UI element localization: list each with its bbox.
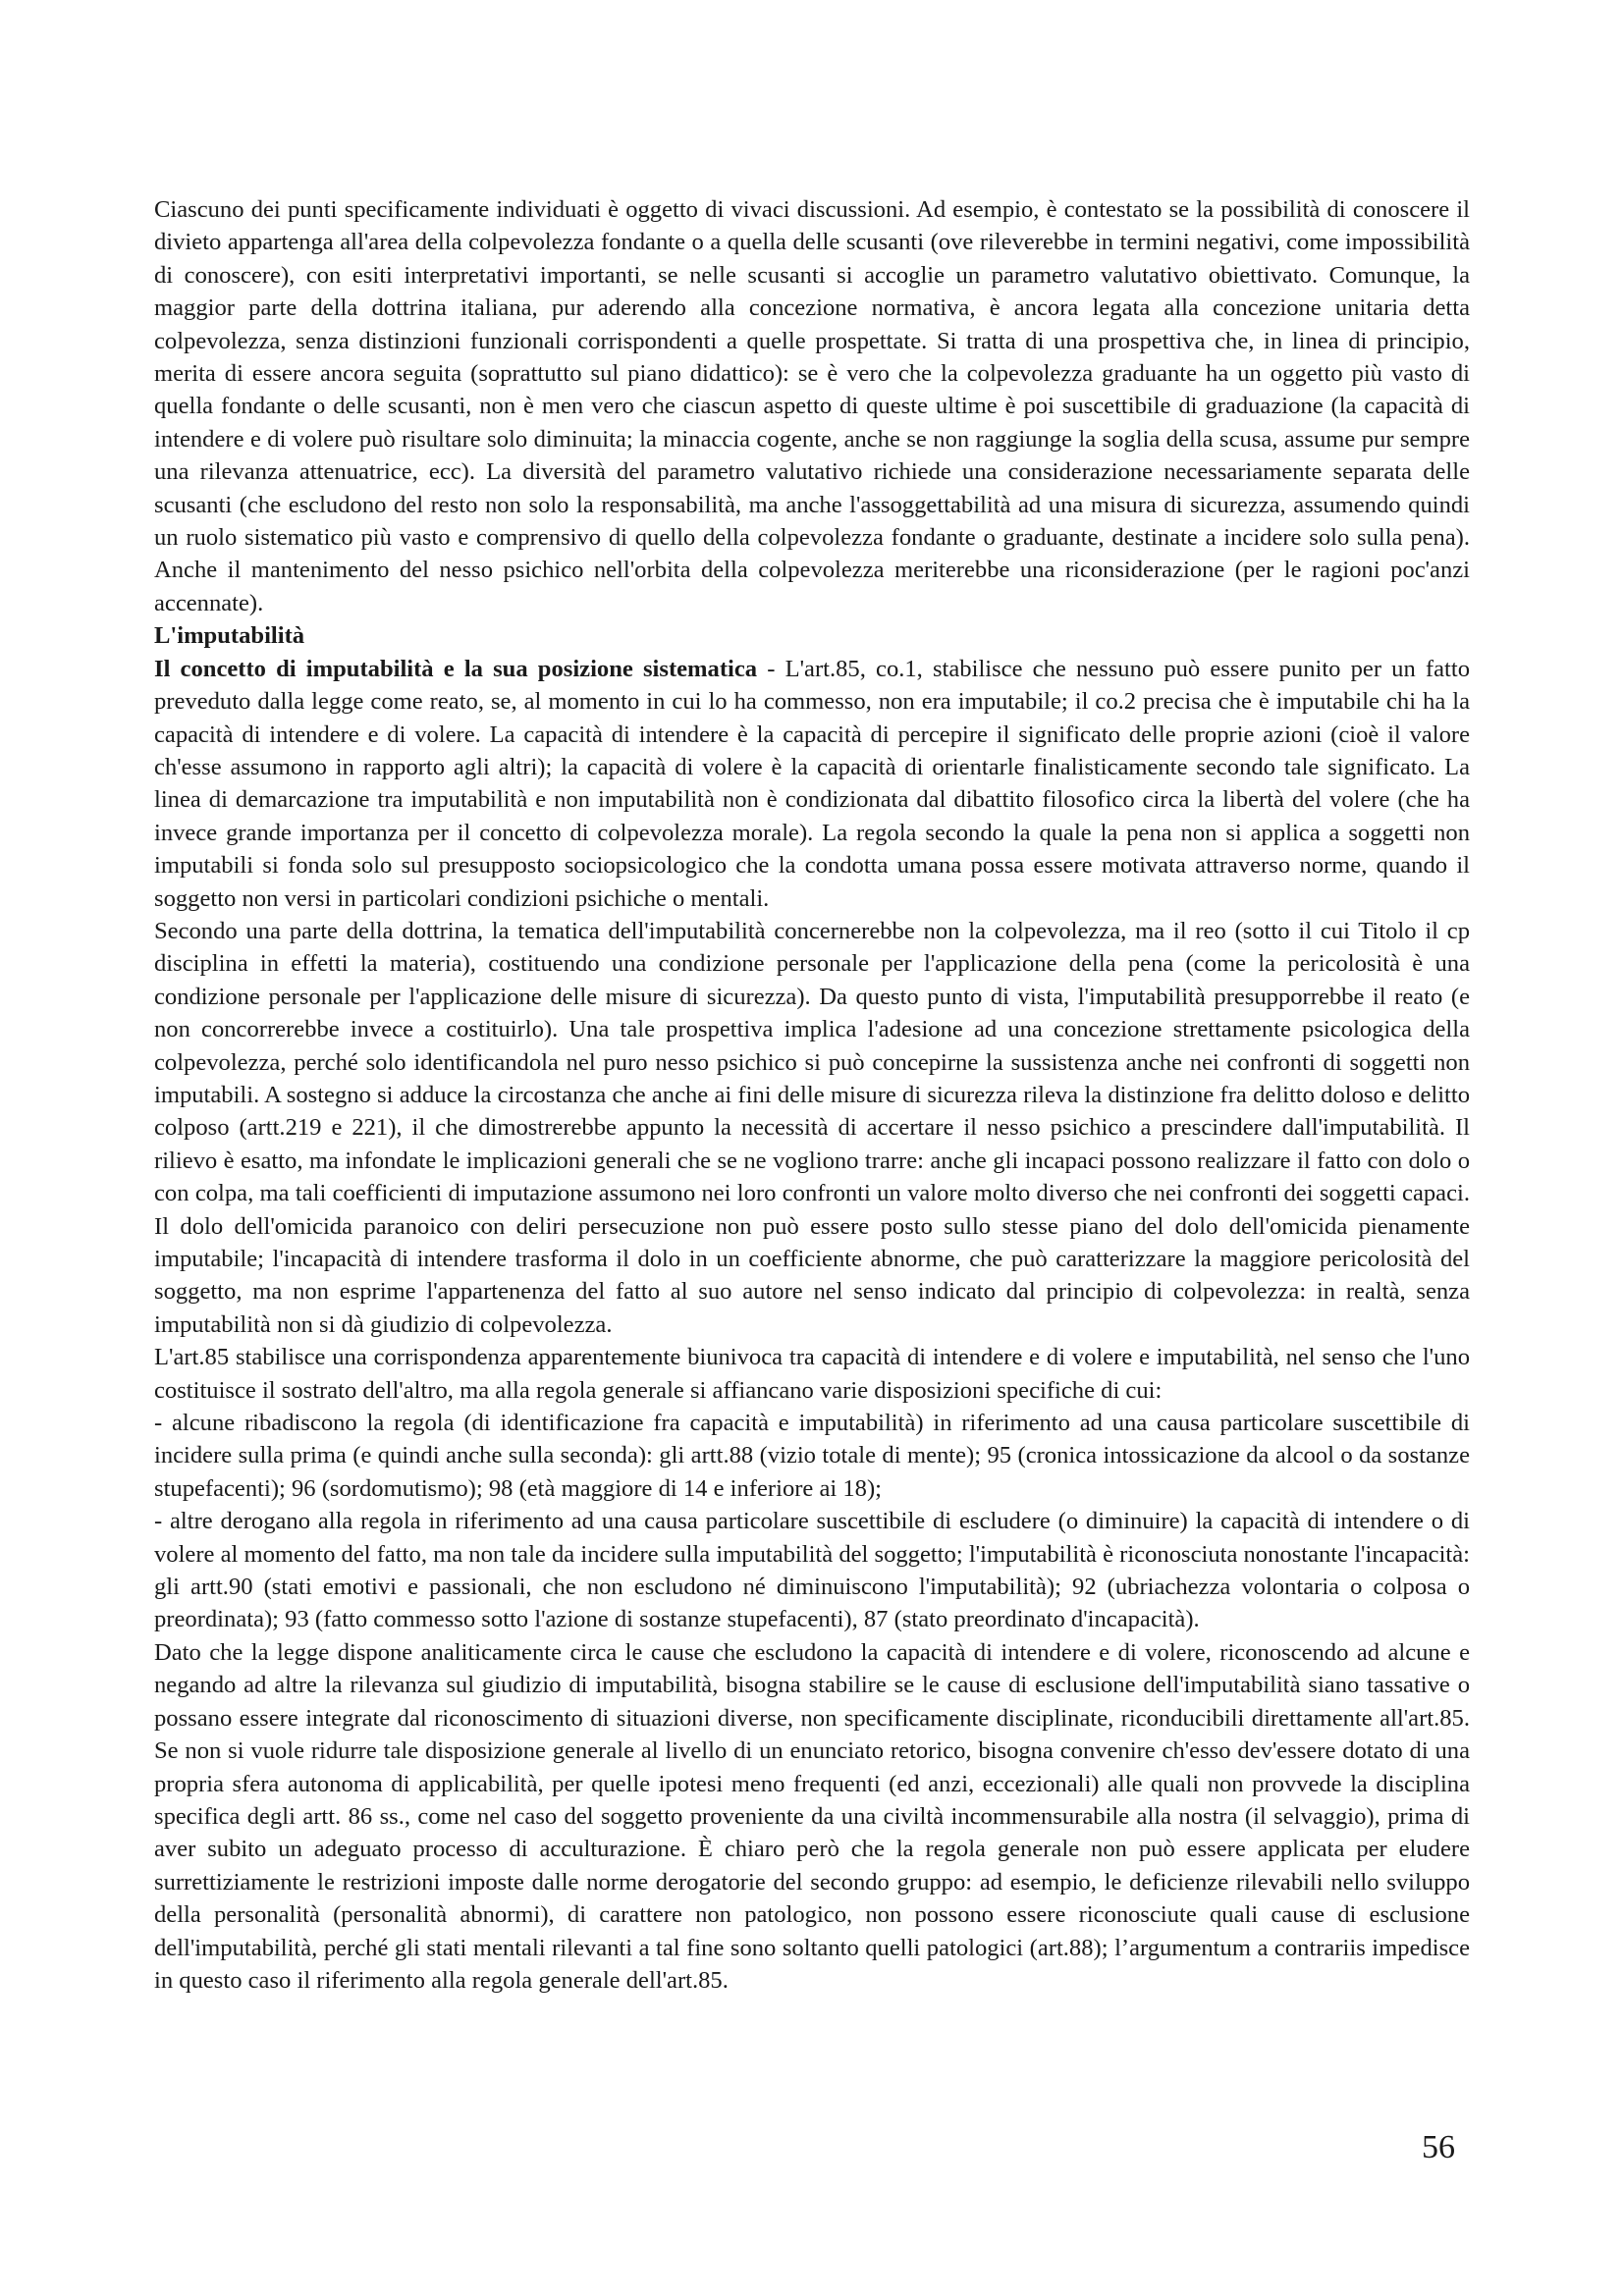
document-body — [154, 193, 1470, 1997]
paragraph-colpevolezza-discussioni: Ciascuno dei punti specificamente individuati è oggetto di vivaci discussioni. Ad esempio, è contestato se la possibilità di conoscere il divieto appartenga all'area della colpevolezza fondante o a quella delle scusanti (ove rileverebbe in termini negativi, come impossibilità di conoscere), con esiti interpretativi importanti, se nelle scusanti si accoglie un parametro valutativo obiettivato. Comunque, la maggior parte della dottrina italiana, pur aderendo alla concezione normativa, è ancora legata alla concezione unitaria detta colpevolezza, senza distinzioni funzionali corrispondenti a quelle prospettate. Si tratta di una prospettiva che, in linea di principio, merita di essere ancora seguita (soprattutto sul piano didattico): se è vero che la colpevolezza graduante ha un oggetto più vasto di quella fondante o delle scusanti, non è men vero che ciascun aspetto di queste ultime è poi suscettibile di graduazione (la capacità di intendere e di volere può risultare solo diminuita; la minaccia cogente, anche se non raggiunge la soglia della scusa, assume pur sempre una rilevanza attenuatrice, ecc). La diversità del parametro valutativo richiede una considerazione necessariamente separata delle scusanti (che escludono del resto non solo la responsabilità, ma anche l'assoggettabilità ad una misura di sicurezza, assumendo quindi un ruolo sistematico più vasto e comprensivo di quello della colpevolezza fondante o graduante, destinate a incidere solo sulla pena). Anche il mantenimento del nesso psichico nell'orbita della colpevolezza meriterebbe una riconsiderazione (per le ragioni poc'anzi accennate). — [154, 196, 1470, 616]
page-number: 56 — [1422, 2129, 1455, 2165]
paragraph-body: - L'art.85, co.1, stabilisce che nessuno può essere punito per un fatto preveduto dalla legge come reato, se, al momento in cui lo ha commesso, non era imputabile; il co.2 precisa che è imputabile chi ha la capacità di intendere e di volere. La capacità di intendere è la capacità di percepire il significato delle proprie azioni (cioè il valore ch'esse assumono in rapporto agli altri); la capacità di volere è la capacità di orientarle finalisticamente secondo tale significato. La linea di demarcazione tra imputabilità e non imputabilità non è condizionata dal dibattito filosofico circa la libertà del volere (che ha invece grande importanza per il concetto di colpevolezza morale). La regola secondo la quale la pena non si applica a soggetti non imputabili si fonda solo sul presupposto sociopsicologico che la condotta umana possa essere motivata attraverso norme, quando il soggetto non versi in particolari condizioni psichiche o mentali. — [154, 655, 1471, 912]
list-item-derogano: - altre derogano alla regola in riferimento ad una causa particolare suscettibile di escludere (o diminuire) la capacità di intendere o di volere al momento del fatto, ma non tale da incidere sulla imputabilità del soggetto; l'imputabilità è riconosciuta nonostante l'incapacità: gli artt.90 (stati emotivi e passionali, che non escludono né diminuiscono l'imputabilità); 92 (ubriachezza volontaria o colposa o preordinata); 93 (fatto commesso sotto l'azione di sostanze stupefacenti), 87 (stato preordinato d'incapacità). — [154, 1508, 1470, 1633]
section-heading-imputabilita: L'imputabilità — [154, 622, 305, 650]
paragraph-art85-corrispondenza: L'art.85 stabilisce una corrispondenza apparentemente biunivoca tra capacità di intendere e di volere e imputabilità, nel senso che l'uno costituisce il sostrato dell'altro, ma alla regola generale si affiancano varie disposizioni specifiche di cui: — [154, 1344, 1470, 1404]
list-item-ribadiscono: - alcune ribadiscono la regola (di identificazione fra capacità e imputabilità) in riferimento ad una causa particolare suscettibile di incidere sulla prima (e quindi anche sulla seconda): gli artt.88 (vizio totale di mente); 95 (cronica intossicazione da alcool o da sostanze stupefacenti); 96 (sordomutismo); 98 (età maggiore di 14 e inferiore ai 18); — [154, 1410, 1470, 1502]
paragraph-concetto-imputabilita — [154, 653, 1470, 915]
paragraph-dottrina-reo: Secondo una parte della dottrina, la tematica dell'imputabilità concernerebbe non la colpevolezza, ma il reo (sotto il cui Titolo il cp disciplina in effetti la materia), costituendo una condizione personale per l'applicazione della pena (come la pericolosità è una condizione personale per l'applicazione delle misure di sicurezza). Da questo punto di vista, l'imputabilità presupporrebbe il reato (e non concorrerebbe invece a costituirlo). Una tale prospettiva implica l'adesione ad una concezione strettamente psicologica della colpevolezza, perché solo identificandola nel puro nesso psichico si può concepirne la sussistenza anche nei confronti di soggetti non imputabili. A sostegno si adduce la circostanza che anche ai fini delle misure di sicurezza rileva la distinzione fra delitto doloso e delitto colposo (artt.219 e 221), il che dimostrerebbe appunto la necessità di accertare il nesso psichico a prescindere dall'imputabilità. Il rilievo è esatto, ma infondate le implicazioni generali che se ne vogliono trarre: anche gli incapaci possono realizzare il fatto con dolo o con colpa, ma tali coefficienti di imputazione assumono nei loro confronti un valore molto diverso che nei confronti dei soggetti capaci. Il dolo dell'omicida paranoico con deliri persecuzione non può essere posto sullo stesse piano del dolo dell'omicida pienamente imputabile; l'incapacità di intendere trasforma il dolo in un coefficiente abnorme, che può caratterizzare la maggiore pericolosità del soggetto, ma non esprime l'appartenenza del fatto al suo autore nel senso indicato dal principio di colpevolezza: in realtà, senza imputabilità non si dà giudizio di colpevolezza. — [154, 917, 1470, 1338]
paragraph-cause-esclusione: Dato che la legge dispone analiticamente circa le cause che escludono la capacità di intendere e di volere, riconoscendo ad alcune e negando ad altre la rilevanza sul giudizio di imputabilità, bisogna stabilire se le cause di esclusione dell'imputabilità siano tassative o possano essere integrate dal riconoscimento di situazioni diverse, non specificamente disciplinate, riconducibili direttamente all'art.85. Se non si vuole ridurre tale disposizione generale al livello di un enunciato retorico, bisogna convenire ch'esso dev'essere dotato di una propria sfera autonoma di applicabilità, per quelle ipotesi meno frequenti (ed anzi, eccezionali) alle quali non provvede la disciplina specifica degli artt. 86 ss., come nel caso del soggetto proveniente da una civiltà incommensurabile alla nostra (il selvaggio), prima di aver subito un adeguato processo di acculturazione. È chiaro però che la regola generale non può essere applicata per eludere surrettiziamente le restrizioni imposte dalle norme derogatorie del secondo gruppo: ad esempio, le deficienze rilevabili nello sviluppo della personalità (personalità abnormi), di carattere non patologico, non possono essere riconosciute quali cause di esclusione dell'imputabilità, perché gli stati mentali rilevanti a tal fine sono soltanto quelli patologici (art.88); l’argumentum a contrariis impedisce in questo caso il riferimento alla regola generale dell'art.85. — [154, 1638, 1470, 1994]
paragraph-lead-title: Il concetto di imputabilità e la sua posizione sistematica — [154, 655, 758, 682]
